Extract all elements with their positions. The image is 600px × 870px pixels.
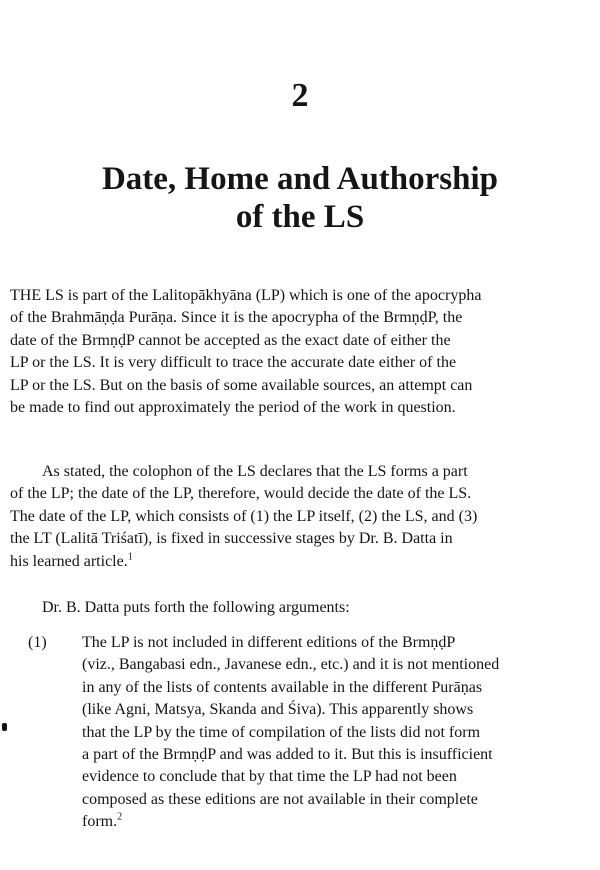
paragraph-line: THE LS is part of the Lalitopākhyāna (LP) which is one of the apocrypha <box>10 287 482 304</box>
list-line <box>82 811 588 833</box>
paragraph-3 <box>10 597 586 619</box>
paragraph-line: LP or the LS. It is very difficult to trace the accurate date either of the <box>10 354 457 372</box>
paragraph-line: be made to find out approximately the period of the work in question. <box>10 399 456 417</box>
chapter-title-line-1: Date, Home and Authorship <box>101 161 499 197</box>
scan-mark <box>2 723 7 731</box>
paragraph-line: Dr. B. Datta puts forth the following arguments: <box>42 599 350 616</box>
chapter-number: 2 <box>291 77 309 114</box>
paragraph-1 <box>10 285 586 419</box>
paragraph-line: date of the BrmṇḍP cannot be accepted as the exact date of either the <box>10 331 451 349</box>
list-line: (viz., Bangabasi edn., Javanese edn., etc.) and it is not mentioned <box>82 656 500 674</box>
list-line: in any of the lists of contents available in the different Purāṇas <box>82 678 483 696</box>
footnote-marker: 1 <box>127 551 133 563</box>
paragraph-line: The date of the LP, which consists of (1) the LP itself, (2) the LS, and (3) <box>10 507 478 525</box>
list-item-text <box>82 632 588 834</box>
paragraph-line <box>10 551 586 573</box>
footnote-marker: 2 <box>117 811 123 823</box>
chapter-title <box>0 160 600 236</box>
list-line: that the LP by the time of compilation of the lists did not form <box>82 723 481 741</box>
list-line: composed as these editions are not available in their complete <box>82 790 478 808</box>
paragraph-line: the LT (Lalitā Triśatī), is fixed in successive stages by Dr. B. Datta in <box>10 530 453 548</box>
paragraph-2 <box>10 461 586 573</box>
paragraph-line: LP or the LS. But on the basis of some available sources, an attempt can <box>10 376 473 394</box>
paragraph-line-text: his learned article. <box>10 552 128 570</box>
list-line-text: form. <box>82 813 118 831</box>
list-line: The LP is not included in different editions of the BrmṇḍP <box>82 634 456 651</box>
paragraph-line: of the LP; the date of the LP, therefore, would decide the date of the LS. <box>10 485 472 503</box>
paragraph-line: As stated, the colophon of the LS declares that the LS forms a part <box>42 463 468 480</box>
chapter-title-line-2: of the LS <box>235 199 365 235</box>
list-line: (like Agni, Matsya, Skanda and Śiva). This apparently shows <box>82 701 474 719</box>
list-line: a part of the BrmṇḍP and was added to it. But this is insufficient <box>82 746 493 764</box>
paragraph-line: of the Brahmāṇḍa Purāṇa. Since it is the apocrypha of the BrmṇḍP, the <box>10 309 463 327</box>
list-line: evidence to conclude that by that time the LP had not been <box>82 768 457 786</box>
list-number: (1) <box>28 634 47 651</box>
